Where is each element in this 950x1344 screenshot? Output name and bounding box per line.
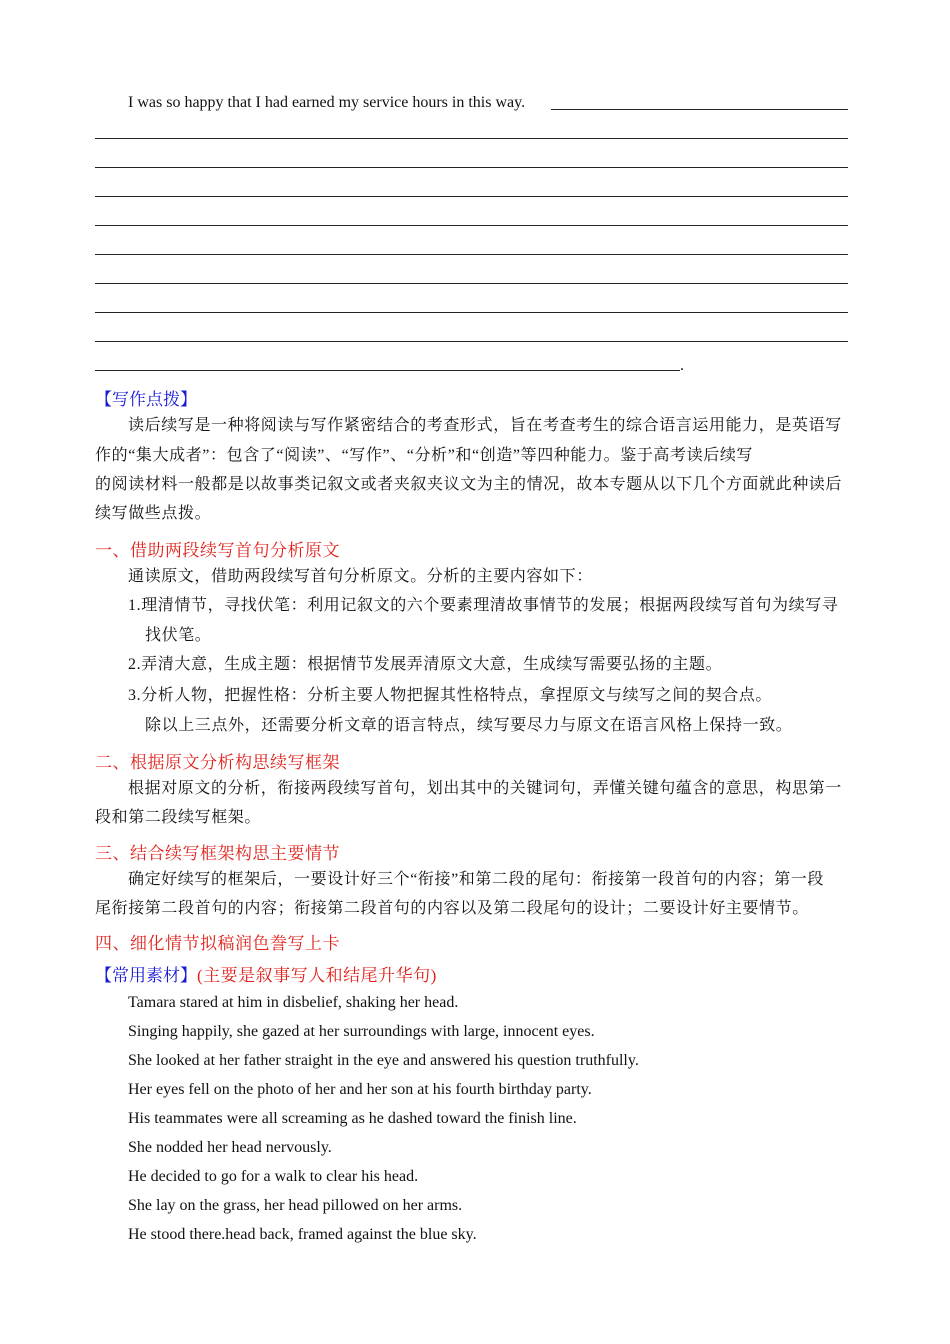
answer-line: [95, 254, 848, 255]
material-sentence: Tamara stared at him in disbelief, shaking her head.: [128, 994, 459, 1011]
tips-intro-line: 的阅读材料一般都是以故事类记叙文或者夹叙夹议文为主的情况，故本专题从以下几个方面就此种读后: [95, 476, 843, 493]
section3-title: 三、结合续写框架构思主要情节: [95, 844, 340, 863]
section1-intro: 通读原文，借助两段续写首句分析原文。分析的主要内容如下：: [128, 568, 593, 585]
answer-line: [95, 341, 848, 342]
section1-title: 一、借助两段续写首句分析原文: [95, 541, 340, 560]
section1-note: 除以上三点外，还需要分析文章的语言特点，续写要尽力与原文在语言风格上保持一致。: [145, 717, 793, 734]
section2-title: 二、根据原文分析构思续写框架: [95, 753, 340, 772]
writing-tips-heading: 【写作点拨】: [95, 390, 197, 409]
section2-line: 段和第二段续写框架。: [95, 809, 262, 826]
material-sentence: Singing happily, she gazed at her surroundings with large, innocent eyes.: [128, 1023, 595, 1040]
materials-subheading: (主要是叙事写人和结尾升华句): [197, 966, 437, 985]
section1-item3: 3.分析人物，把握性格：分析主要人物把握其性格特点，拿捏原文与续写之间的契合点。: [128, 687, 773, 704]
material-sentence: He decided to go for a walk to clear his head.: [128, 1168, 419, 1185]
answer-end-mark: .: [680, 357, 684, 374]
material-sentence: She lay on the grass, her head pillowed on her arms.: [128, 1197, 463, 1214]
materials-heading: 【常用素材】: [95, 966, 197, 985]
tips-intro-line: 作的“集大成者”：包含了“阅读”、“写作”、“分析”和“创造”等四种能力。鉴于高考读后续写: [95, 447, 754, 464]
answer-line: [95, 225, 848, 226]
material-sentence: She looked at her father straight in the eye and answered his question truthfully.: [128, 1052, 639, 1069]
section3-line: 尾衔接第二段首句的内容；衔接第二段首句的内容以及第二段尾句的设计；二要设计好主要情节。: [95, 900, 809, 917]
answer-line: [95, 196, 848, 197]
section4-title: 四、细化情节拟稿润色誊写上卡: [95, 934, 340, 953]
section2-line: 根据对原文的分析，衔接两段续写首句，划出其中的关键词句，弄懂关键句蕴含的意思，构思第一: [128, 780, 842, 797]
material-sentence: She nodded her head nervously.: [128, 1139, 332, 1156]
answer-line: [551, 109, 848, 110]
material-sentence: He stood there.head back, framed against the blue sky.: [128, 1226, 477, 1243]
tips-intro-line: 续写做些点拨。: [95, 505, 212, 522]
section1-item2: 2.弄清大意，生成主题：根据情节发展弄清原文大意，生成续写需要弘扬的主题。: [128, 656, 723, 673]
section3-line: 确定好续写的框架后，一要设计好三个“衔接”和第二段的尾句：衔接第一段首句的内容；第一段: [128, 871, 825, 888]
answer-line: [95, 283, 848, 284]
opening-sentence: I was so happy that I had earned my service hours in this way.: [128, 94, 526, 111]
section1-item1-cont: 找伏笔。: [145, 627, 212, 644]
tips-intro-line: 读后续写是一种将阅读与写作紧密结合的考查形式，旨在考查考生的综合语言运用能力，是英语写: [128, 417, 842, 434]
answer-line: [95, 312, 848, 313]
material-sentence: Her eyes fell on the photo of her and her son at his fourth birthday party.: [128, 1081, 592, 1098]
section1-item1: 1.理清情节，寻找伏笔：利用记叙文的六个要素理清故事情节的发展；根据两段续写首句为续写寻: [128, 597, 839, 614]
material-sentence: His teammates were all screaming as he dashed toward the finish line.: [128, 1110, 577, 1127]
materials-heading-row: [95, 961, 437, 986]
answer-line: [95, 370, 680, 371]
answer-line: [95, 138, 848, 139]
answer-line: [95, 167, 848, 168]
